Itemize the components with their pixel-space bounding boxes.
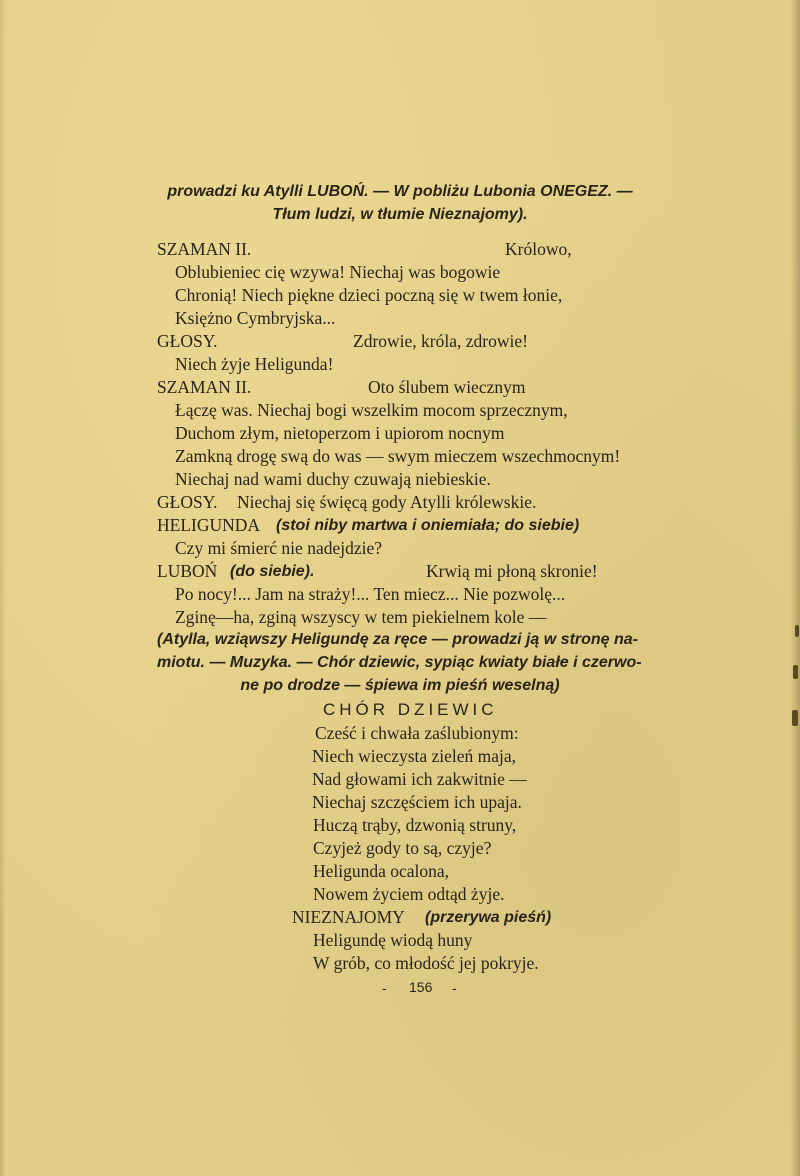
verse-line: Niechaj nad wami duchy czuwają niebieskie. [175,469,491,489]
page-number: 156 [409,979,433,995]
chorus-line: Heligunda ocalona, [313,861,450,881]
verse-line: Po nocy!... Jam na straży!... Ten miecz... Nie pozwolę... [175,584,566,604]
verse-line: Zdrowie, króla, zdrowie! [353,331,528,351]
chorus-line: Czyjeż gody to są, czyje? [313,838,492,858]
verse-line: Księżno Cymbryjska... [175,308,336,328]
verse-line: W grób, co młodość jej pokryje. [313,953,539,973]
verse-line: Łączę was. Niechaj bogi wszelkim mocom sprzecznym, [175,400,568,420]
chorus-line: Nowem życiem odtąd żyje. [313,884,505,904]
verse-line: Duchom złym, nietoperzom i upiorom nocnym [175,423,505,443]
chorus-line: Niechaj szczęściem ich upaja. [312,792,522,812]
speaker-name: LUBOŃ [157,561,218,581]
chorus-heading: CHÓR DZIEWIC [323,700,498,719]
speaker-name: GŁOSY. [157,492,218,512]
stage-direction: (stoi niby martwa i oniemiała; do siebie) [276,517,580,534]
speaker-name: SZAMAN II. [157,239,252,259]
verse-line: Czy mi śmierć nie nadejdzie? [175,538,383,558]
stage-direction: (przerywa pieśń) [425,909,552,926]
verse-line: Oblubieniec cię wzywa! Niechaj was bogowie [175,262,501,282]
stage-direction-middle-line-3: ne po drodze — śpiewa im pieśń weselną) [240,677,560,694]
page-number-dash-left: - [382,980,387,996]
speaker-name: NIEZNAJOMY [292,907,405,927]
paper-stain [792,710,798,726]
verse-line: Niechaj się święcą gody Atylli królewskie. [237,492,537,512]
verse-line: Heligundę wiodą huny [313,930,473,950]
speaker-name: SZAMAN II. [157,377,252,397]
page-number-dash-right: - [452,980,457,996]
chorus-line: Nad głowami ich zakwitnie — [312,769,527,789]
paper-stain [793,665,798,679]
verse-line: Oto ślubem wiecznym [368,377,526,397]
speaker-name: HELIGUNDA [157,515,261,535]
stage-direction-middle-line-1: (Atylla, wziąwszy Heligundę za ręce — prowadzi ją w stronę na- [157,631,639,648]
verse-line: Zginę—ha, zginą wszyscy w tem piekielnem kole — [175,607,547,627]
paper-stain [795,625,799,637]
stage-direction-middle-line-2: miotu. — Muzyka. — Chór dziewic, sypiąc kwiaty białe i czerwo- [157,654,642,671]
verse-line: Krwią mi płoną skronie! [426,561,598,581]
verse-line: Chronią! Niech piękne dzieci poczną się w twem łonie, [175,285,563,305]
verse-line: Niech żyje Heligunda! [175,354,334,374]
chorus-line: Niech wieczysta zieleń maja, [312,746,517,766]
stage-direction-top-line-2: Tłum ludzi, w tłumie Nieznajomy). [272,206,528,223]
speaker-name: GŁOSY. [157,331,218,351]
stage-direction: (do siebie). [230,563,315,580]
chorus-line: Cześć i chwała zaślubionym: [315,723,519,743]
stage-direction-top-line-1: prowadzi ku Atylli LUBOŃ. — W pobliżu Lubonia ONEGEZ. — [167,183,633,200]
verse-line: Zamkną drogę swą do was — swym mieczem wszechmocnym! [175,446,621,466]
chorus-line: Huczą trąby, dzwonią struny, [313,815,517,835]
verse-line: Królowo, [505,239,572,259]
